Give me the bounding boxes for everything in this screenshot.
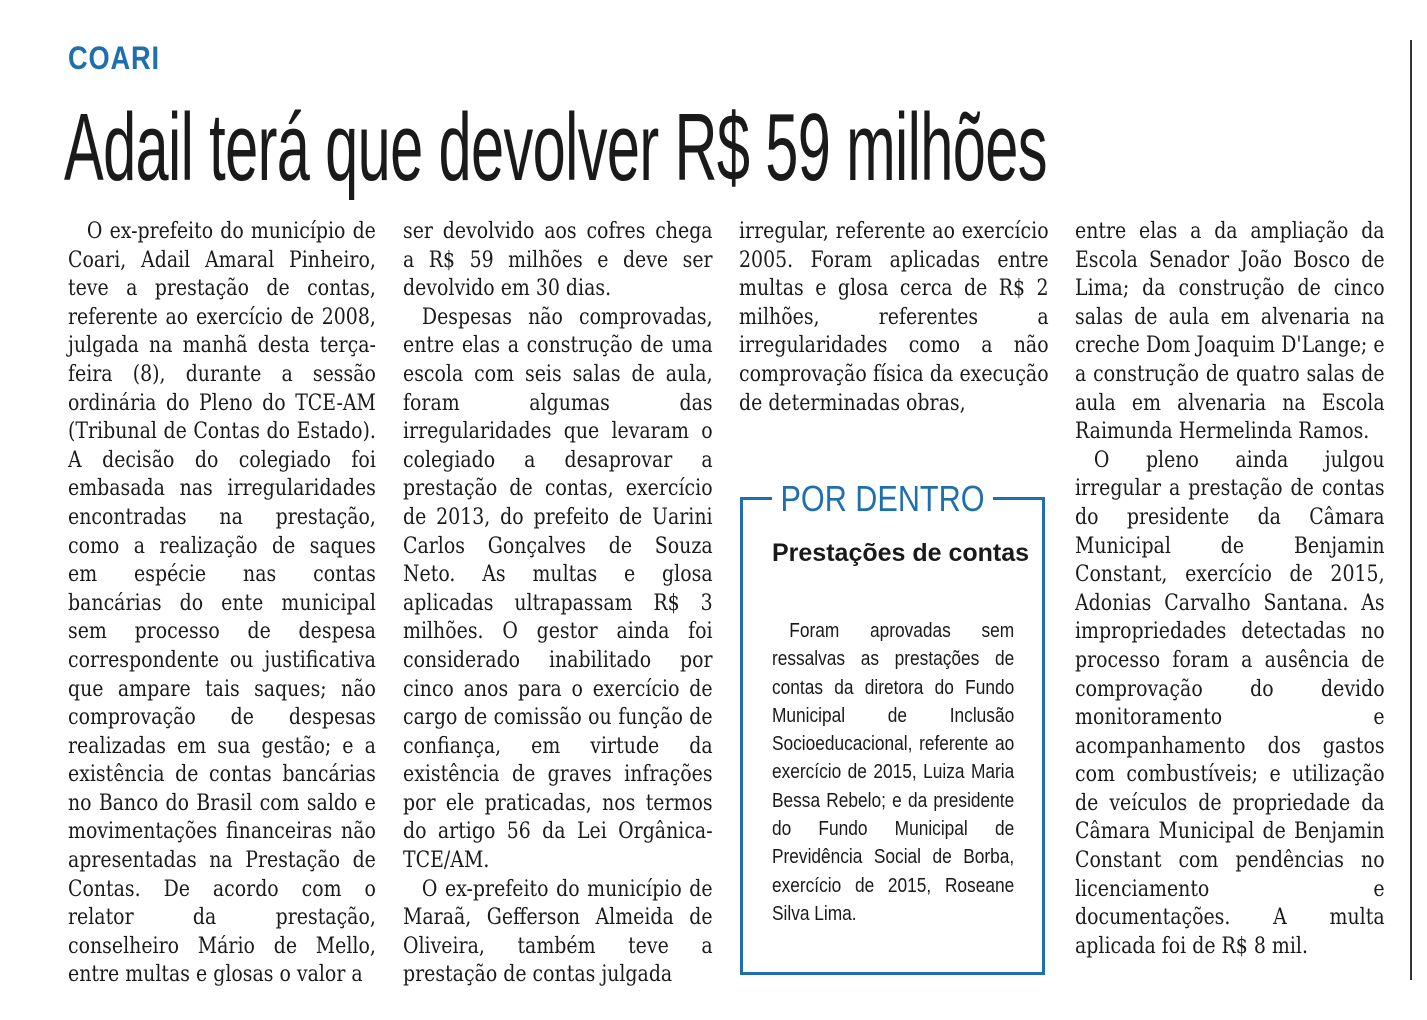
paragraph: irregular, referente ao exercício 2005. Foram aplicadas entre multas e glosa cerca de R$ 2 milhões, referentes a irregularidades como a não comprovação física da execução de determinadas obras, [739, 219, 1049, 416]
article-column-1 [68, 218, 376, 990]
headline: Adail terá que devolver R$ 59 milhões [64, 94, 1047, 201]
paragraph: Despesas não comprovadas, entre elas a construção de uma escola com seis salas de aula, foram algumas das irregularidades que levaram o colegiado a desaprovar a prestação de contas, exercício de 2013, do prefeito de Uarini Carlos Gonçalves de Souza Neto. As multas e glosa aplicadas ultrapassam R$ 3 milhões. O gestor ainda foi considerado inabilitado por cinco anos para o exercício de cargo de comissão ou função de confiança, em virtude da existência de graves infrações por ele praticadas, nos termos do artigo 56 da Lei Orgânica-TCE/AM. [403, 304, 713, 874]
paragraph: ser devolvido aos cofres chega a R$ 59 milhões e deve ser devolvido em 30 dias. [403, 219, 713, 302]
paragraph: O ex-prefeito do município de Maraã, Gefferson Almeida de Oliveira, também teve a prestação de contas julgada [403, 876, 713, 988]
paragraph: O pleno ainda julgou irregular a prestação de contas do presidente da Câmara Municipal de Benjamin Constant, exercício de 2015, Adonias Carvalho Santana. As impropriedades detectadas no processo foram a ausência de comprovação do devido monitoramento e acompanhamento dos gastos com combustíveis; e utilização de veículos de propriedade da Câmara Municipal de Benjamin Constant com pendências no licenciamento e documentações. A multa aplicada foi de R$ 8 mil. [1075, 447, 1385, 959]
sidebar-text-block [772, 617, 1014, 928]
column-divider [1410, 40, 1412, 980]
paragraph: O ex-prefeito do município de Coari, Adail Amaral Pinheiro, teve a prestação de contas, referente ao exercício de 2008, julgada na manhã desta terça-feira (8), durante a sessão ordinária do Pleno do TCE-AM (Tribunal de Contas do Estado). A decisão do colegiado foi embasada nas irregularidades encontradas na prestação, como a realização de saques em espécie nas contas bancárias do ente municipal sem processo de despesa correspondente ou justificativa que ampare tais saques; não comprovação de despesas realizadas em sua gestão; e a existência de contas bancárias no Banco do Brasil com saldo e movimentações financeiras não apresentadas na Prestação de Contas. De acordo com o relator da prestação, conselheiro Mário de Mello, entre multas e glosas o valor a [68, 219, 376, 988]
sidebar-text: Foram aprovadas sem ressalvas as prestações de contas da diretora do Fundo Municipal de Inclusão Socioeducacional, referente ao exercício de 2015, Luiza Maria Bessa Rebelo; e da presidente do Fundo Municipal de Previdência Social de Borba, exercício de 2015, Roseane Silva Lima. [772, 620, 1015, 925]
sidebar-label: POR DENTRO [772, 478, 993, 520]
sidebar-title: Prestações de contas [772, 539, 1030, 567]
article-column-4 [1075, 218, 1385, 961]
article-column-2 [403, 218, 713, 990]
article-column-3 [739, 218, 1049, 418]
section-label: COARI [68, 40, 160, 76]
paragraph: entre elas a da ampliação da Escola Senador João Bosco de Lima; da construção de cinco salas de aula em alvenaria na creche Dom Joaquim D'Lange; e a construção de quatro salas de aula em alvenaria na Escola Raimunda Hermelinda Ramos. [1075, 219, 1385, 445]
